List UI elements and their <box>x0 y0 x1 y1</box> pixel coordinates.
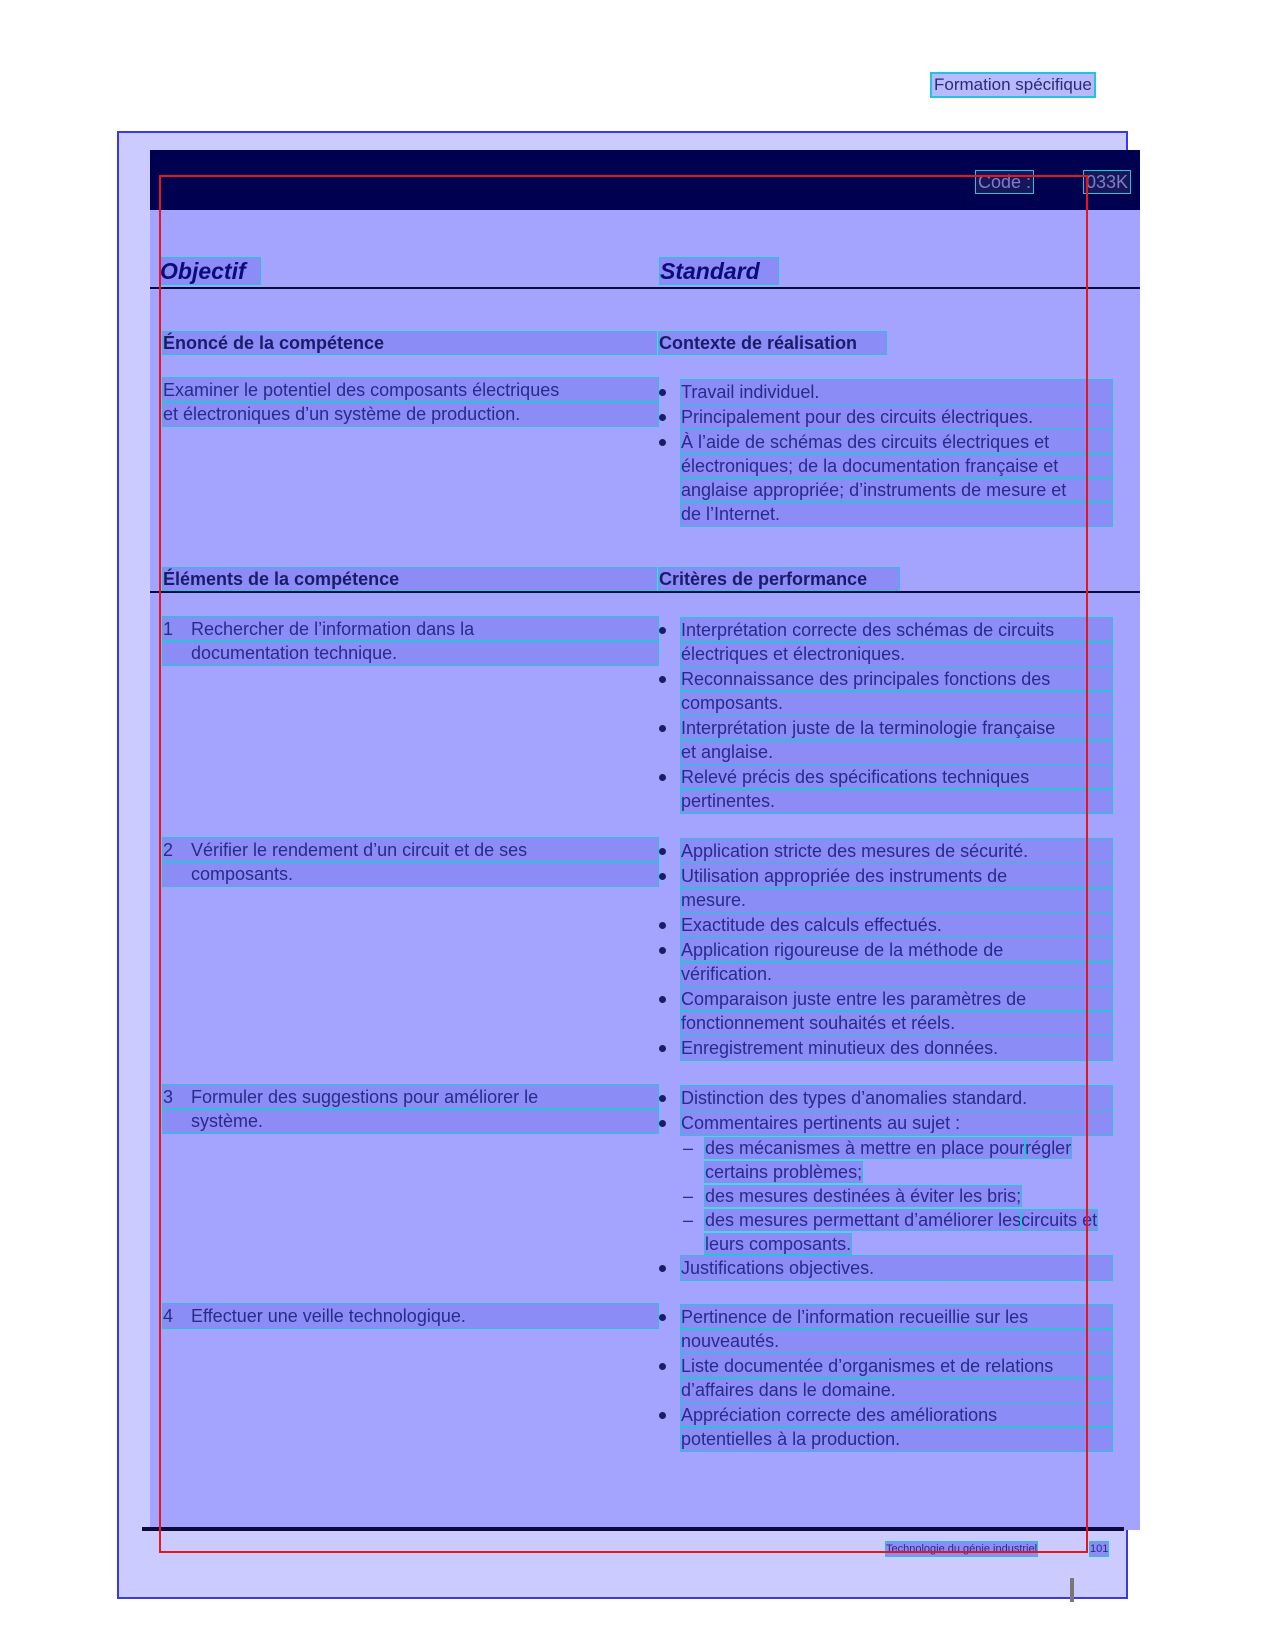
bullet-icon <box>659 1314 666 1321</box>
element-line <box>163 838 658 862</box>
elements-title: Éléments de la compétence <box>163 568 656 590</box>
element-number: 4 <box>163 1306 174 1326</box>
criterion-line: pertinentes. <box>681 789 1112 813</box>
criterion-subitem <box>657 1136 1112 1184</box>
dash-icon: – <box>683 1138 694 1158</box>
criterion-line: électriques et électroniques. <box>681 642 1112 666</box>
bullet-icon <box>659 414 666 421</box>
criterion-line: Comparaison juste entre les paramètres de <box>681 987 1112 1011</box>
criterion-item <box>657 1305 1112 1353</box>
enonce-line: Examiner le potentiel des composants électriques <box>163 378 658 402</box>
subitem-line: des mesures destinées à éviter les bris; <box>705 1186 1022 1206</box>
contexte-item <box>657 430 1112 526</box>
bullet-icon <box>659 1363 666 1370</box>
contexte-item <box>657 405 1112 429</box>
criterion-item <box>657 1403 1112 1451</box>
element-number <box>163 862 191 886</box>
page-number: 101 <box>1090 1543 1109 1555</box>
criteria-3 <box>657 1086 1112 1281</box>
criterion-line: nouveautés. <box>681 1329 1112 1353</box>
criterion-line: Interprétation correcte des schémas de circuits <box>681 618 1112 642</box>
bullet-icon <box>659 389 666 396</box>
element-text: système. <box>191 1111 264 1131</box>
criterion-line: Interprétation juste de la terminologie française <box>681 716 1112 740</box>
element-line <box>163 1085 658 1109</box>
criterion-line: de l’Internet. <box>681 502 1112 526</box>
element-text: composants. <box>191 864 294 884</box>
criterion-item <box>657 1086 1112 1110</box>
criterion-line: Justifications objectives. <box>681 1256 1112 1280</box>
criterion-line: et anglaise. <box>681 740 1112 764</box>
bullet-icon <box>659 1265 666 1272</box>
criterion-line: mesure. <box>681 888 1112 912</box>
bullet-icon <box>659 439 666 446</box>
element-line <box>163 1304 658 1328</box>
element-3 <box>163 1085 658 1133</box>
enonce-line: et électroniques d’un système de production. <box>163 402 658 426</box>
criteria-1 <box>657 618 1112 814</box>
dash-icon: – <box>683 1186 694 1206</box>
criterion-item <box>657 987 1112 1035</box>
element-text: Rechercher de l’information dans la <box>191 619 475 639</box>
bullet-icon <box>659 1120 666 1127</box>
element-line <box>163 1109 658 1133</box>
criterion-subitem <box>657 1184 1112 1208</box>
footer-text: Technologie du génie industriel <box>886 1543 1038 1555</box>
criterion-item <box>657 667 1112 715</box>
element-number: 2 <box>163 840 174 860</box>
contexte-item <box>657 380 1112 404</box>
bullet-icon <box>659 873 666 880</box>
page-marker <box>1070 1578 1074 1602</box>
subitem-line: des mécanismes à mettre en place pour <box>705 1138 1026 1158</box>
bullet-icon <box>659 922 666 929</box>
bullet-icon <box>659 774 666 781</box>
criterion-line: Application rigoureuse de la méthode de <box>681 938 1112 962</box>
element-number: 3 <box>163 1087 174 1107</box>
criterion-line: Reconnaissance des principales fonctions des <box>681 667 1112 691</box>
criterion-line: À l’aide de schémas des circuits électriques et <box>681 430 1112 454</box>
criterion-item <box>657 765 1112 813</box>
enonce-title: Énoncé de la compétence <box>163 332 656 354</box>
criterion-line: Exactitude des calculs effectués. <box>681 913 1112 937</box>
criterion-item <box>657 716 1112 764</box>
element-line <box>163 862 658 886</box>
subitem-line: circuits et leurs composants. <box>705 1210 1098 1254</box>
dash-icon: – <box>683 1210 694 1230</box>
criterion-line: Travail individuel. <box>681 380 1112 404</box>
standard-heading: Standard <box>660 258 778 284</box>
criterion-item <box>657 938 1112 986</box>
bullet-icon <box>659 1095 666 1102</box>
criterion-item <box>657 864 1112 912</box>
criterion-item <box>657 839 1112 863</box>
subitem-line: des mesures permettant d’améliorer les <box>705 1210 1022 1230</box>
element-1 <box>163 617 658 665</box>
criterion-line: Liste documentée d’organismes et de relations <box>681 1354 1112 1378</box>
criterion-subitem <box>657 1208 1112 1256</box>
element-text: Formuler des suggestions pour améliorer le <box>191 1087 539 1107</box>
code-value: 033K <box>1086 172 1129 192</box>
criterion-item <box>657 1256 1112 1280</box>
criterion-line: électroniques; de la documentation française et <box>681 454 1112 478</box>
bullet-icon <box>659 676 666 683</box>
bullet-icon <box>659 627 666 634</box>
criterion-line: Distinction des types d’anomalies standard. <box>681 1086 1112 1110</box>
bullet-icon <box>659 725 666 732</box>
element-line <box>163 641 658 665</box>
header-rule <box>150 287 1140 289</box>
element-number <box>163 641 191 665</box>
criterion-line: Principalement pour des circuits électriques. <box>681 405 1112 429</box>
code-label: Code : <box>978 172 1032 192</box>
criterion-line: Commentaires pertinents au sujet : <box>681 1111 1112 1135</box>
bullet-icon <box>659 848 666 855</box>
criterion-line: Relevé précis des spécifications techniques <box>681 765 1112 789</box>
criterion-line: Enregistrement minutieux des données. <box>681 1036 1112 1060</box>
bullet-icon <box>659 1045 666 1052</box>
contexte-title: Contexte de réalisation <box>659 332 886 354</box>
element-number <box>163 1109 191 1133</box>
criterion-item <box>657 1354 1112 1402</box>
element-number: 1 <box>163 619 174 639</box>
bullet-icon <box>659 996 666 1003</box>
criterion-item <box>657 913 1112 937</box>
footer-rule <box>142 1527 1124 1531</box>
criterion-line: Utilisation appropriée des instruments de <box>681 864 1112 888</box>
criterion-line: anglaise appropriée; d’instruments de mesure et <box>681 478 1112 502</box>
objectif-heading: Objectif <box>160 258 260 284</box>
contexte-list <box>657 380 1112 527</box>
criterion-line: potentielles à la production. <box>681 1427 1112 1451</box>
element-2 <box>163 838 658 886</box>
criterion-line: d’affaires dans le domaine. <box>681 1378 1112 1402</box>
criterion-line: fonctionnement souhaités et réels. <box>681 1011 1112 1035</box>
criterion-item <box>657 1111 1112 1135</box>
criteria-2 <box>657 839 1112 1061</box>
criterion-item <box>657 618 1112 666</box>
criterion-line: Pertinence de l’information recueillie sur les <box>681 1305 1112 1329</box>
element-line <box>163 617 658 641</box>
criterion-line: vérification. <box>681 962 1112 986</box>
enonce-text <box>163 378 658 426</box>
subitem-line: régler certains problèmes; <box>705 1138 1072 1182</box>
bullet-icon <box>659 1412 666 1419</box>
criterion-line: composants. <box>681 691 1112 715</box>
element-text: Effectuer une veille technologique. <box>191 1306 466 1326</box>
element-4 <box>163 1304 658 1328</box>
criterion-line: Application stricte des mesures de sécurité. <box>681 839 1112 863</box>
formation-label: Formation spécifique <box>934 75 1092 94</box>
bullet-icon <box>659 947 666 954</box>
elements-rule <box>150 591 1140 593</box>
criteres-title: Critères de performance <box>659 568 899 590</box>
element-text: documentation technique. <box>191 643 398 663</box>
criterion-line: Appréciation correcte des améliorations <box>681 1403 1112 1427</box>
criterion-item <box>657 1036 1112 1060</box>
criteria-4 <box>657 1305 1112 1452</box>
element-text: Vérifier le rendement d’un circuit et de ses <box>191 840 528 860</box>
